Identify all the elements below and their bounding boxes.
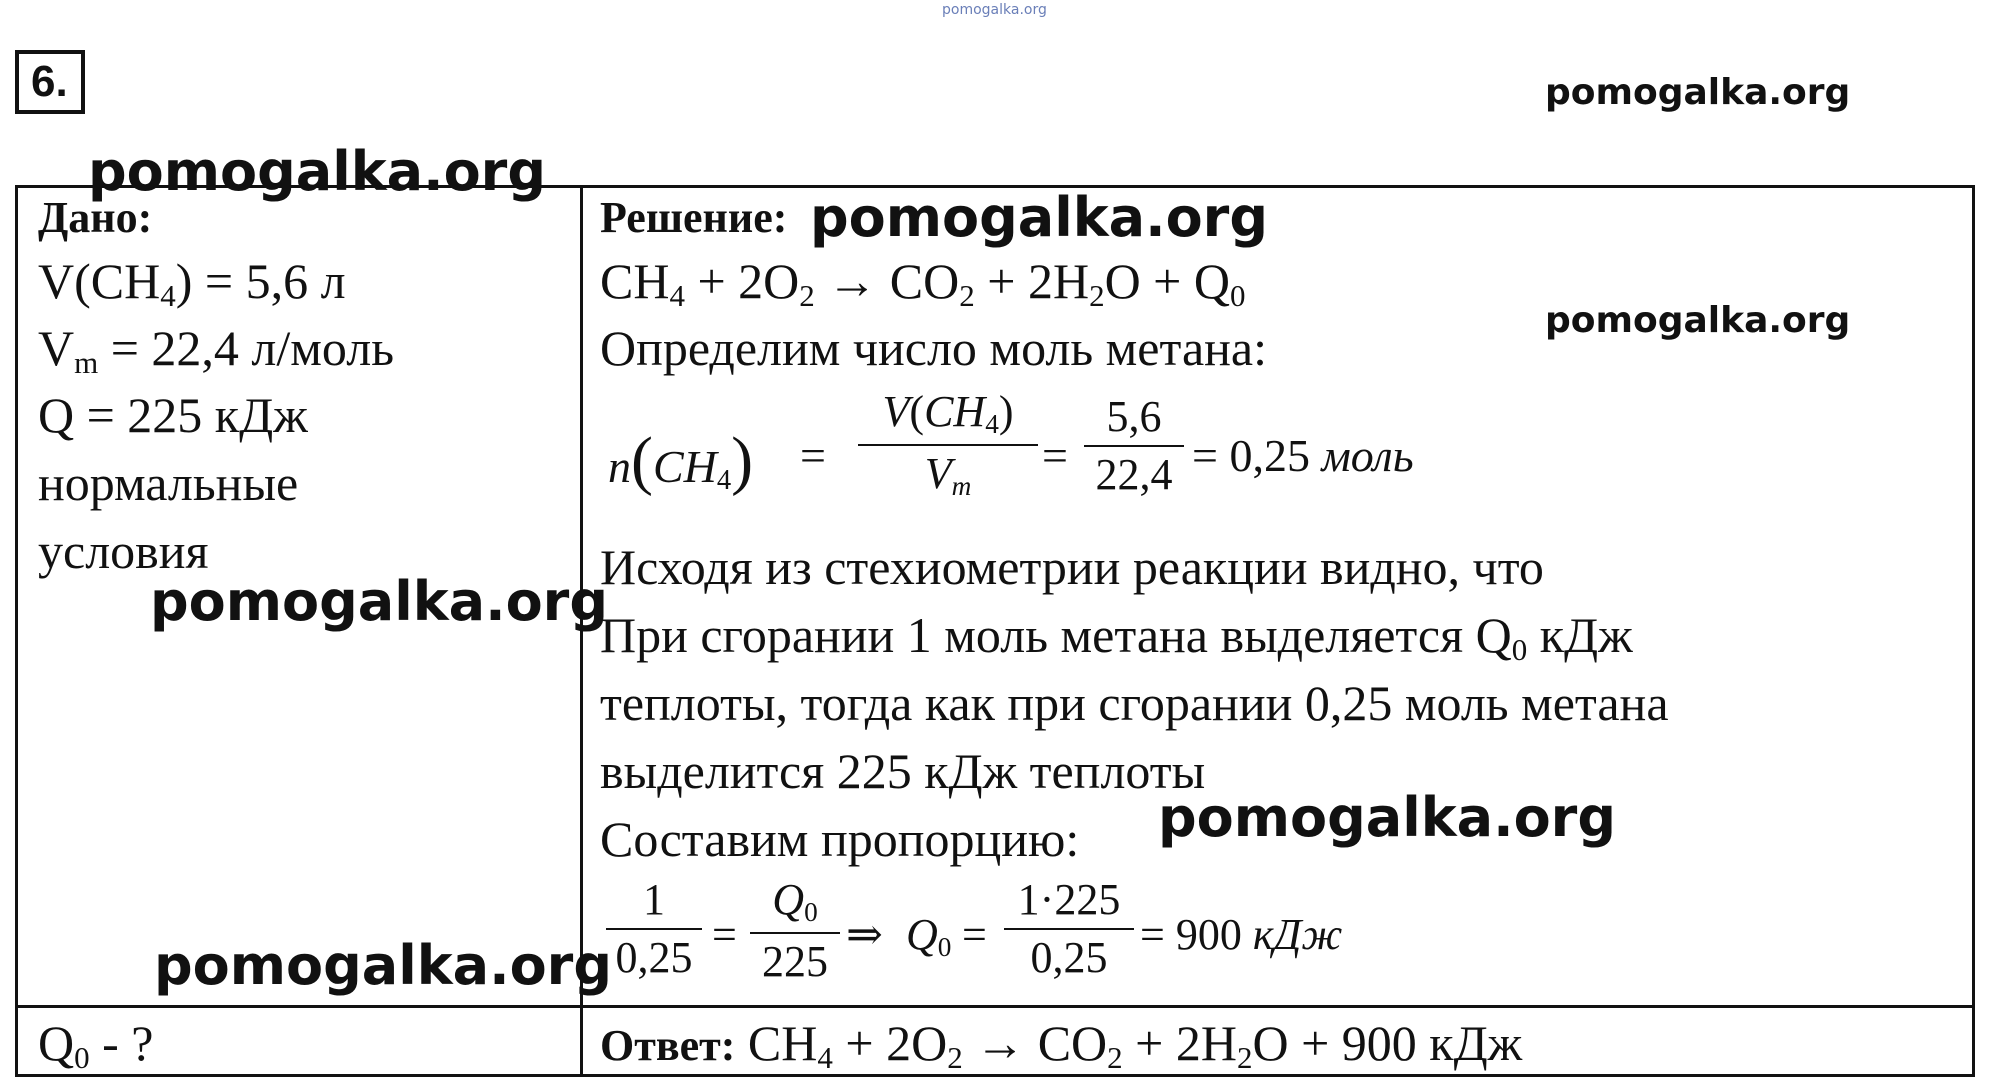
- formula2-fraction-2: $Q_0$ 225: [750, 878, 840, 984]
- stoichiometry-text-4: выделится 225 кДж теплоты: [600, 743, 1206, 799]
- watermark-top: pomogalka.org: [942, 2, 1047, 18]
- formula1-fraction-numbers: 5,6 22,4: [1084, 395, 1184, 497]
- given-volume: $V(CH_4) = 5,6$ л: [38, 253, 346, 313]
- given-conditions-1: нормальные: [38, 455, 299, 511]
- watermark-left-top: pomogalka.org: [88, 140, 546, 203]
- formula2-q0: $Q_0$: [906, 910, 952, 962]
- formula2-fraction-3: 1·225 0,25: [1004, 878, 1134, 980]
- formula2-equals-2: =: [962, 910, 987, 959]
- find-q0: $Q_0$ - ?: [38, 1015, 154, 1075]
- answer-label: Ответ:: [600, 1021, 736, 1070]
- watermark-left-middle: pomogalka.org: [150, 570, 608, 633]
- formula2-implies: ⇒: [846, 910, 883, 959]
- formula1-result: = 0,25 моль: [1192, 430, 1414, 481]
- problem-number: 6.: [15, 50, 85, 114]
- given-molar-volume: $V_m = 22,4$ л/моль: [38, 320, 395, 380]
- reaction-equation: $CH_4 + 2O_2 \to CO_2 + 2H_2O + Q_0$: [600, 253, 1246, 313]
- proportion-text: Составим пропорцию:: [600, 811, 1080, 867]
- solution-title: Решение:: [600, 193, 788, 242]
- watermark-right-middle: pomogalka.org: [1545, 300, 1851, 341]
- given-conditions-2: условия: [38, 523, 209, 579]
- answer: Ответ: $CH_4 + 2O_2 \to CO_2 + 2H_2O + 900$ кДж: [600, 1015, 1523, 1075]
- watermark-solution-middle: pomogalka.org: [1158, 786, 1616, 849]
- stoichiometry-text-2: При сгорании 1 моль метана выделяется $Q_0$ кДж: [600, 607, 1633, 667]
- watermark-left-bottom: pomogalka.org: [154, 934, 612, 997]
- formula1-fraction-v: $V(CH_4)$ $V_m$: [858, 390, 1038, 500]
- formula2-equals-1: =: [712, 910, 737, 959]
- table-row-divider: [15, 1005, 1975, 1008]
- formula2-result: = 900 кДж: [1140, 910, 1343, 959]
- watermark-right-top: pomogalka.org: [1545, 72, 1851, 113]
- given-heat: Q = 225 кДж: [38, 387, 308, 443]
- stoichiometry-text-1: Исходя из стехиометрии реакции видно, что: [600, 539, 1544, 595]
- formula2-fraction-1: 1 0,25: [606, 878, 702, 980]
- step-moles-text: Определим число моль метана:: [600, 320, 1267, 376]
- stoichiometry-text-3: теплоты, тогда как при сгорании 0,25 моль метана: [600, 675, 1669, 731]
- given-title: Дано:: [38, 193, 153, 242]
- formula1-equals-2: =: [1042, 430, 1068, 481]
- formula1-equals: =: [800, 430, 826, 481]
- formula1-lhs: $n(CH_4)$: [608, 424, 754, 497]
- watermark-solution-top: pomogalka.org: [810, 186, 1268, 249]
